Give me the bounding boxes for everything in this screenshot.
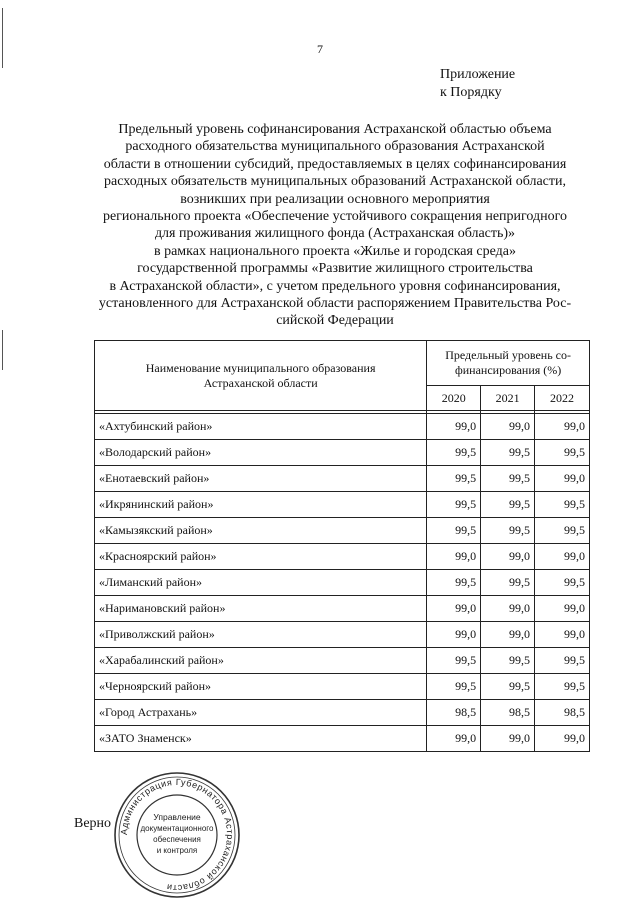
value-2022-cell: 99,5 <box>535 440 590 466</box>
document-title <box>80 121 590 330</box>
appendix-line-1: Приложение <box>440 67 516 82</box>
official-stamp <box>112 770 242 900</box>
municipality-name-cell: «ЗАТО Знаменск» <box>95 726 427 752</box>
table-header-row <box>95 341 590 386</box>
value-2021-cell: 99,5 <box>481 648 535 674</box>
value-2020-cell: 99,0 <box>427 414 481 440</box>
table-row <box>95 414 590 440</box>
table-row <box>95 492 590 518</box>
value-2020-cell: 99,0 <box>427 544 481 570</box>
title-line: Предельный уровень софинансирования Астраханской областью объема <box>118 122 552 137</box>
header-limit <box>427 341 590 386</box>
table-row <box>95 596 590 622</box>
municipality-name-cell: «Приволжский район» <box>95 622 427 648</box>
value-2021-cell: 99,5 <box>481 440 535 466</box>
municipality-name-cell: «Енотаевский район» <box>95 466 427 492</box>
municipality-name-cell: «Володарский район» <box>95 440 427 466</box>
value-2020-cell: 99,5 <box>427 648 481 674</box>
header-municipality-line-2: Астраханской области <box>203 375 318 390</box>
header-year-2020: 2020 <box>427 386 481 411</box>
header-municipality <box>95 341 427 411</box>
value-2020-cell: 98,5 <box>427 700 481 726</box>
title-line: расходного обязательства муниципального образования Астраханской <box>125 139 545 155</box>
value-2020-cell: 99,0 <box>427 726 481 752</box>
value-2022-cell: 99,5 <box>535 492 590 518</box>
header-year-2022: 2022 <box>535 386 590 411</box>
value-2021-cell: 99,0 <box>481 544 535 570</box>
appendix-label <box>440 66 515 102</box>
scan-edge-mark <box>2 330 3 370</box>
municipality-name-cell: «Черноярский район» <box>95 674 427 700</box>
table-row <box>95 674 590 700</box>
value-2022-cell: 99,0 <box>535 466 590 492</box>
stamp-inner-line: и контроля <box>156 846 198 855</box>
title-line: установленного для Астраханской области распоряжением Правительства Рос- <box>98 296 572 312</box>
municipality-name-cell: «Икрянинский район» <box>95 492 427 518</box>
value-2021-cell: 99,0 <box>481 596 535 622</box>
value-2021-cell: 99,5 <box>481 570 535 596</box>
title-line: в рамках национального проекта «Жилье и городская среда» <box>153 243 517 259</box>
value-2021-cell: 99,5 <box>481 518 535 544</box>
table-row <box>95 440 590 466</box>
page-number: 7 <box>317 42 323 56</box>
value-2022-cell: 99,0 <box>535 726 590 752</box>
municipality-name-cell: «Наримановский район» <box>95 596 427 622</box>
municipality-name-cell: «Харабалинский район» <box>95 648 427 674</box>
value-2021-cell: 99,5 <box>481 674 535 700</box>
table-row <box>95 726 590 752</box>
municipality-name-cell: «Город Астрахань» <box>95 700 427 726</box>
value-2022-cell: 99,5 <box>535 674 590 700</box>
value-2021-cell: 99,0 <box>481 414 535 440</box>
header-limit-line-2: финансирования (%) <box>454 363 562 377</box>
value-2022-cell: 99,0 <box>535 414 590 440</box>
value-2020-cell: 99,5 <box>427 492 481 518</box>
stamp-outer-textpath: Администрация Губернатора Астраханской области <box>118 776 236 894</box>
stamp-inner-line: обеспечения <box>153 835 201 844</box>
table-row <box>95 622 590 648</box>
value-2020-cell: 99,5 <box>427 518 481 544</box>
table-row <box>95 518 590 544</box>
value-2021-cell: 98,5 <box>481 700 535 726</box>
table-row <box>95 700 590 726</box>
value-2020-cell: 99,5 <box>427 570 481 596</box>
table-row <box>95 648 590 674</box>
value-2020-cell: 99,0 <box>427 622 481 648</box>
header-municipality-line-1: Наименование муниципального образования <box>145 360 376 375</box>
value-2022-cell: 99,0 <box>535 622 590 648</box>
municipality-name-cell: «Красноярский район» <box>95 544 427 570</box>
title-line: области в отношении субсидий, предоставляемых в целях софинансирования <box>103 156 567 172</box>
verno-label: Верно <box>74 816 112 831</box>
header-year-2021: 2021 <box>481 386 535 411</box>
value-2022-cell: 99,5 <box>535 570 590 596</box>
title-line: расходных обязательств муниципальных образований Астраханской области, <box>104 174 566 190</box>
table-row <box>95 544 590 570</box>
value-2020-cell: 99,0 <box>427 596 481 622</box>
value-2022-cell: 99,5 <box>535 648 590 674</box>
value-2020-cell: 99,5 <box>427 466 481 492</box>
municipality-name-cell: «Камызякский район» <box>95 518 427 544</box>
title-line: в Астраханской области», с учетом предельного уровня софинансирования, <box>109 278 561 294</box>
stamp-inner-line: документационного <box>140 824 214 833</box>
stamp-inner-line: Управление <box>153 812 201 822</box>
table-body <box>95 414 590 752</box>
title-line: регионального проекта «Обеспечение устойчивого сокращения непригодного <box>102 209 568 225</box>
municipality-name-cell: «Ахтубинский район» <box>95 414 427 440</box>
table-row <box>95 466 590 492</box>
value-2022-cell: 98,5 <box>535 700 590 726</box>
value-2020-cell: 99,5 <box>427 674 481 700</box>
title-line: государственной программы «Развитие жилищного строительства <box>137 261 533 277</box>
cofinancing-table <box>94 340 590 752</box>
title-line: сийской Федерации <box>276 313 394 329</box>
title-line: для проживания жилищного фонда (Астраханская область)» <box>154 226 516 242</box>
value-2022-cell: 99,5 <box>535 518 590 544</box>
value-2021-cell: 99,5 <box>481 466 535 492</box>
table-row <box>95 570 590 596</box>
municipality-name-cell: «Лиманский район» <box>95 570 427 596</box>
header-limit-line-1: Предельный уровень со- <box>445 348 571 362</box>
value-2022-cell: 99,0 <box>535 544 590 570</box>
title-line: возникших при реализации основного мероприятия <box>180 191 490 207</box>
value-2020-cell: 99,5 <box>427 440 481 466</box>
value-2022-cell: 99,0 <box>535 596 590 622</box>
value-2021-cell: 99,0 <box>481 726 535 752</box>
appendix-line-2: к Порядку <box>440 85 502 100</box>
value-2021-cell: 99,0 <box>481 622 535 648</box>
value-2021-cell: 99,5 <box>481 492 535 518</box>
scan-edge-mark <box>2 8 3 68</box>
